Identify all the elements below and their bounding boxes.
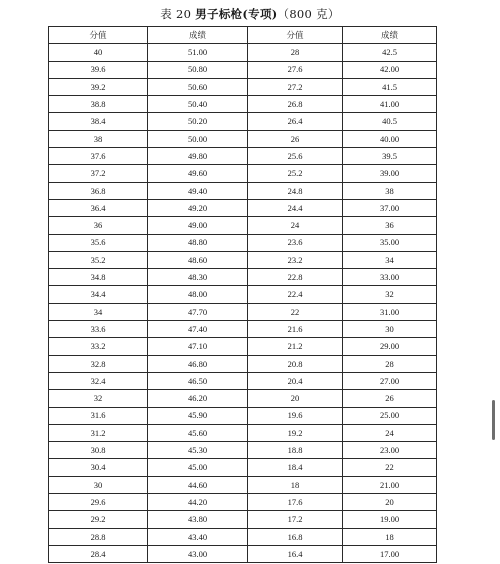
table-row — [49, 217, 437, 234]
cell-score-2: 25.2 — [248, 165, 343, 182]
table-row — [49, 476, 437, 493]
cell-score-1: 32.4 — [49, 372, 148, 389]
cell-result-1: 44.20 — [148, 494, 248, 511]
cell-result-2: 20 — [343, 494, 437, 511]
cell-score-2: 18.8 — [248, 442, 343, 459]
cell-result-2: 22 — [343, 459, 437, 476]
header-cell-result-2: 成绩 — [343, 27, 437, 44]
table-row — [49, 44, 437, 61]
cell-score-2: 26.8 — [248, 96, 343, 113]
cell-score-1: 28.8 — [49, 528, 148, 545]
cell-result-1: 49.00 — [148, 217, 248, 234]
cell-score-1: 34 — [49, 303, 148, 320]
cell-result-1: 50.60 — [148, 78, 248, 95]
cell-score-2: 16.4 — [248, 545, 343, 562]
cell-score-1: 32 — [49, 390, 148, 407]
table-row — [49, 545, 437, 562]
cell-score-1: 35.6 — [49, 234, 148, 251]
cell-score-1: 40 — [49, 44, 148, 61]
cell-result-2: 32 — [343, 286, 437, 303]
cell-result-1: 43.80 — [148, 511, 248, 528]
cell-result-1: 46.50 — [148, 372, 248, 389]
cell-result-1: 50.80 — [148, 61, 248, 78]
cell-result-1: 46.80 — [148, 355, 248, 372]
cell-result-2: 33.00 — [343, 269, 437, 286]
table-row — [49, 321, 437, 338]
cell-score-2: 27.2 — [248, 78, 343, 95]
cell-score-1: 37.6 — [49, 148, 148, 165]
cell-score-2: 17.2 — [248, 511, 343, 528]
cell-score-2: 26 — [248, 130, 343, 147]
cell-score-2: 23.6 — [248, 234, 343, 251]
table-row — [49, 269, 437, 286]
cell-result-1: 49.40 — [148, 182, 248, 199]
cell-result-1: 50.40 — [148, 96, 248, 113]
cell-score-1: 31.6 — [49, 407, 148, 424]
cell-score-1: 34.8 — [49, 269, 148, 286]
cell-score-2: 17.6 — [248, 494, 343, 511]
table-body — [49, 44, 437, 563]
cell-score-1: 28.4 — [49, 545, 148, 562]
cell-result-2: 28 — [343, 355, 437, 372]
cell-result-1: 48.30 — [148, 269, 248, 286]
cell-score-2: 23.2 — [248, 251, 343, 268]
cell-result-1: 48.00 — [148, 286, 248, 303]
table-caption: 男子标枪(专项) — [195, 7, 278, 21]
table-row — [49, 199, 437, 216]
cell-result-2: 23.00 — [343, 442, 437, 459]
cell-score-1: 36.4 — [49, 199, 148, 216]
cell-score-2: 22 — [248, 303, 343, 320]
cell-score-1: 30.4 — [49, 459, 148, 476]
cell-score-1: 38 — [49, 130, 148, 147]
table-row — [49, 78, 437, 95]
cell-result-1: 49.20 — [148, 199, 248, 216]
header-cell-score-2: 分值 — [248, 27, 343, 44]
cell-score-2: 19.6 — [248, 407, 343, 424]
cell-score-2: 24.8 — [248, 182, 343, 199]
cell-score-2: 24 — [248, 217, 343, 234]
cell-result-2: 36 — [343, 217, 437, 234]
scrollbar-thumb[interactable] — [492, 400, 495, 440]
cell-result-2: 42.00 — [343, 61, 437, 78]
table-row — [49, 459, 437, 476]
cell-result-2: 41.00 — [343, 96, 437, 113]
cell-result-1: 47.40 — [148, 321, 248, 338]
cell-score-1: 38.4 — [49, 113, 148, 130]
table-row — [49, 303, 437, 320]
table-row — [49, 96, 437, 113]
cell-score-1: 39.2 — [49, 78, 148, 95]
cell-result-2: 38 — [343, 182, 437, 199]
cell-result-1: 50.20 — [148, 113, 248, 130]
cell-score-1: 35.2 — [49, 251, 148, 268]
table-row — [49, 130, 437, 147]
cell-result-2: 17.00 — [343, 545, 437, 562]
cell-score-2: 27.6 — [248, 61, 343, 78]
cell-result-2: 40.00 — [343, 130, 437, 147]
cell-score-1: 30.8 — [49, 442, 148, 459]
cell-score-1: 37.2 — [49, 165, 148, 182]
table-row — [49, 424, 437, 441]
header-cell-result-1: 成绩 — [148, 27, 248, 44]
cell-result-2: 39.5 — [343, 148, 437, 165]
table-row — [49, 511, 437, 528]
cell-result-1: 47.10 — [148, 338, 248, 355]
cell-result-2: 29.00 — [343, 338, 437, 355]
cell-score-2: 20 — [248, 390, 343, 407]
cell-result-2: 40.5 — [343, 113, 437, 130]
cell-result-2: 35.00 — [343, 234, 437, 251]
cell-result-2: 24 — [343, 424, 437, 441]
cell-result-1: 45.00 — [148, 459, 248, 476]
cell-score-2: 28 — [248, 44, 343, 61]
cell-score-1: 34.4 — [49, 286, 148, 303]
table-row — [49, 234, 437, 251]
table-row — [49, 165, 437, 182]
cell-result-1: 47.70 — [148, 303, 248, 320]
cell-result-2: 30 — [343, 321, 437, 338]
cell-result-2: 37.00 — [343, 199, 437, 216]
cell-result-2: 41.5 — [343, 78, 437, 95]
cell-result-2: 31.00 — [343, 303, 437, 320]
cell-score-2: 22.8 — [248, 269, 343, 286]
cell-score-2: 20.4 — [248, 372, 343, 389]
table-row — [49, 355, 437, 372]
cell-score-1: 33.6 — [49, 321, 148, 338]
table-row — [49, 286, 437, 303]
cell-result-1: 44.60 — [148, 476, 248, 493]
cell-score-1: 32.8 — [49, 355, 148, 372]
cell-result-1: 48.80 — [148, 234, 248, 251]
table-caption-weight: （800 克） — [277, 7, 340, 21]
cell-result-2: 39.00 — [343, 165, 437, 182]
cell-score-1: 39.6 — [49, 61, 148, 78]
table-row — [49, 113, 437, 130]
cell-result-1: 51.00 — [148, 44, 248, 61]
cell-score-1: 36.8 — [49, 182, 148, 199]
cell-result-1: 43.00 — [148, 545, 248, 562]
cell-result-1: 49.60 — [148, 165, 248, 182]
cell-score-2: 22.4 — [248, 286, 343, 303]
cell-result-1: 45.90 — [148, 407, 248, 424]
cell-result-2: 27.00 — [343, 372, 437, 389]
cell-result-1: 46.20 — [148, 390, 248, 407]
cell-result-1: 48.60 — [148, 251, 248, 268]
cell-result-2: 34 — [343, 251, 437, 268]
cell-result-2: 42.5 — [343, 44, 437, 61]
cell-score-2: 26.4 — [248, 113, 343, 130]
cell-score-2: 16.8 — [248, 528, 343, 545]
header-cell-score-1: 分值 — [49, 27, 148, 44]
cell-score-1: 36 — [49, 217, 148, 234]
cell-score-2: 21.6 — [248, 321, 343, 338]
cell-score-2: 21.2 — [248, 338, 343, 355]
table-row — [49, 372, 437, 389]
table-row — [49, 61, 437, 78]
table-row — [49, 338, 437, 355]
cell-result-1: 50.00 — [148, 130, 248, 147]
cell-result-2: 19.00 — [343, 511, 437, 528]
cell-score-2: 24.4 — [248, 199, 343, 216]
cell-result-2: 25.00 — [343, 407, 437, 424]
table-row — [49, 148, 437, 165]
cell-result-2: 21.00 — [343, 476, 437, 493]
cell-score-2: 18.4 — [248, 459, 343, 476]
table-row — [49, 251, 437, 268]
header-row — [49, 27, 437, 44]
table-row — [49, 407, 437, 424]
cell-score-1: 29.6 — [49, 494, 148, 511]
table-row — [49, 182, 437, 199]
cell-score-1: 31.2 — [49, 424, 148, 441]
cell-result-1: 49.80 — [148, 148, 248, 165]
cell-score-1: 30 — [49, 476, 148, 493]
cell-result-1: 43.40 — [148, 528, 248, 545]
table-row — [49, 528, 437, 545]
score-table — [48, 26, 437, 563]
table-row — [49, 390, 437, 407]
table-title — [0, 6, 500, 22]
table-number: 表 20 — [160, 7, 192, 21]
cell-result-2: 18 — [343, 528, 437, 545]
cell-score-1: 38.8 — [49, 96, 148, 113]
table-row — [49, 494, 437, 511]
cell-result-1: 45.60 — [148, 424, 248, 441]
cell-result-1: 45.30 — [148, 442, 248, 459]
cell-result-2: 26 — [343, 390, 437, 407]
cell-score-1: 33.2 — [49, 338, 148, 355]
table-row — [49, 442, 437, 459]
cell-score-1: 29.2 — [49, 511, 148, 528]
cell-score-2: 25.6 — [248, 148, 343, 165]
cell-score-2: 20.8 — [248, 355, 343, 372]
cell-score-2: 19.2 — [248, 424, 343, 441]
cell-score-2: 18 — [248, 476, 343, 493]
